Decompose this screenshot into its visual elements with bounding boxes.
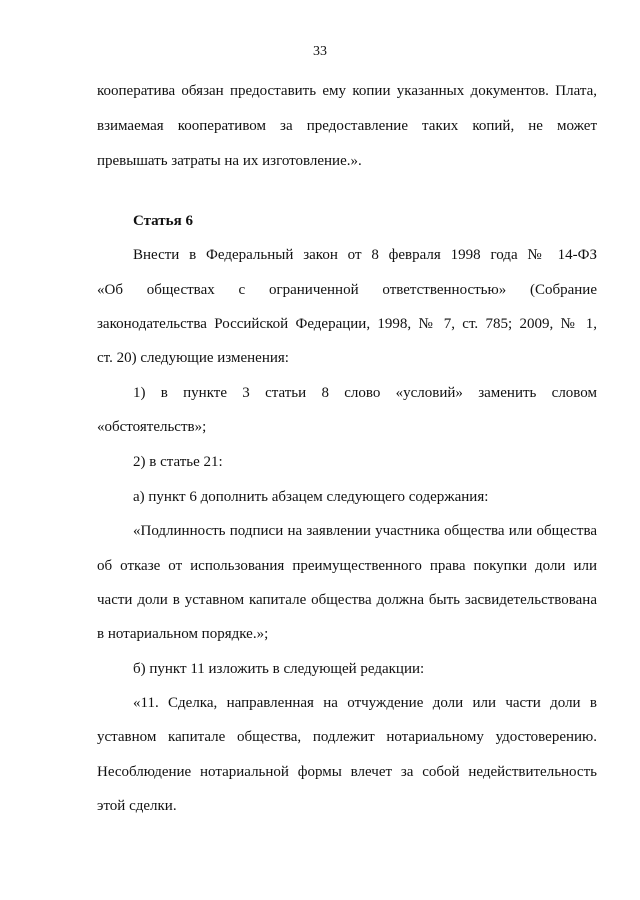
text-line: ст. 20) следующие изменения: <box>97 350 289 366</box>
text-line: «Об обществах с ограниченной ответственностью» (Собрание <box>97 282 597 298</box>
text-line: об отказе от использования преимущественного права покупки доли или <box>97 558 597 574</box>
text-line: этой сделки. <box>97 798 177 814</box>
text-line: «обстоятельств»; <box>97 419 207 435</box>
text-line: 2) в статье 21: <box>133 454 223 470</box>
text-line: «Подлинность подписи на заявлении участника общества или общества <box>133 523 597 539</box>
text-line: превышать затраты на их изготовление.». <box>97 153 362 169</box>
text-line: Несоблюдение нотариальной формы влечет за собой недействительность <box>97 764 597 780</box>
text-line: законодательства Российской Федерации, 1998, № 7, ст. 785; 2009, № 1, <box>97 316 597 332</box>
text-line: а) пункт 6 дополнить абзацем следующего содержания: <box>133 489 489 505</box>
text-line: кооператива обязан предоставить ему копии указанных документов. Плата, <box>97 83 597 99</box>
text-line: взимаемая кооперативом за предоставление таких копий, не может <box>97 118 597 134</box>
page-number: 33 <box>313 44 327 59</box>
text-line: «11. Сделка, направленная на отчуждение доли или части доли в <box>133 695 597 711</box>
text-line: Внести в Федеральный закон от 8 февраля 1998 года № 14-ФЗ <box>133 247 597 263</box>
text-line: уставном капитале общества, подлежит нотариальному удостоверению. <box>97 729 597 745</box>
text-line: части доли в уставном капитале общества должна быть засвидетельствована <box>97 592 597 608</box>
text-line: 1) в пункте 3 статьи 8 слово «условий» заменить словом <box>133 385 597 401</box>
article-heading: Статья 6 <box>133 213 193 229</box>
text-line: б) пункт 11 изложить в следующей редакции: <box>133 661 425 677</box>
text-line: в нотариальном порядке.»; <box>97 626 269 642</box>
